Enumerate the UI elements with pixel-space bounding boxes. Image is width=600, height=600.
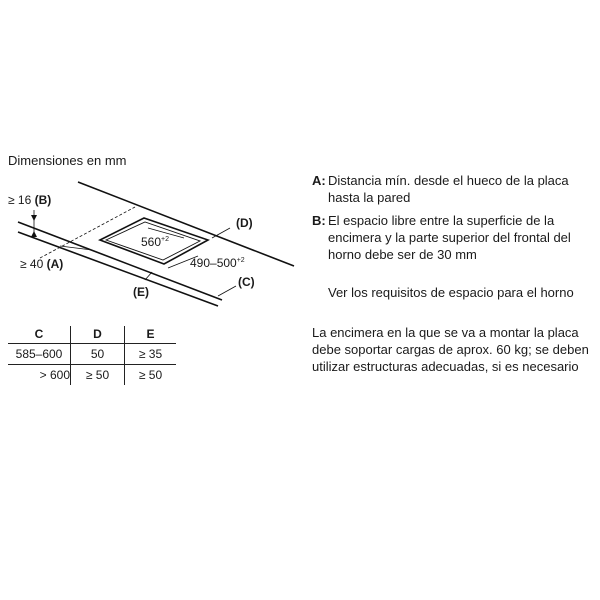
table-header-c: C [8,326,71,344]
b-arrow-icon [31,215,37,221]
label-d: (D) [236,216,253,230]
note-b-key: B: [312,213,326,228]
worktop-back-edge [78,182,294,266]
table-cell: 585–600 [8,344,71,365]
table-header-e: E [125,326,177,344]
e-leader-line [145,272,152,280]
note-a [312,172,590,206]
table-cell: > 600 [39,368,70,382]
note-load [312,324,590,375]
c-leader-line [218,286,236,296]
dimensions-table [8,326,176,385]
table-cell: ≥ 50 [125,365,177,386]
d-leader-line [212,228,230,238]
cutout-diagram [0,0,300,320]
table-cell: ≥ 35 [125,344,177,365]
note-oven-text: Ver los requisitos de espacio para el horno [328,285,574,300]
label-c: (C) [238,275,255,289]
note-oven [328,284,590,301]
table-row [8,344,176,365]
note-a-text: Distancia mín. desde el hueco de la placa hasta la pared [328,173,569,205]
table-cell: 50 [71,344,125,365]
table-header-row [8,326,176,344]
note-a-key: A: [312,173,326,188]
table-row [8,365,176,386]
diagram-title: Dimensiones en mm [8,153,127,168]
note-b-text: El espacio libre entre la superficie de la encimera y la parte superior del frontal del horno debe ser de 30 mm [328,213,571,262]
note-load-text: La encimera en la que se va a montar la placa debe soportar cargas de aprox. 60 kg; se deben utilizar estructuras adecuadas, si es necesario [312,325,589,374]
label-width: $560^{+2}$ [141,235,170,249]
note-b [312,212,590,263]
label-depth: $490-500^{+2}$ [190,256,245,270]
label-a: ≥ 40 (A) [20,257,64,271]
label-b-symbol: ≥ 16 (B) [8,193,52,207]
table-cell: ≥ 50 [71,365,125,386]
b-arrow-icon [31,231,37,237]
label-e: (E) [133,285,149,299]
wall-dashed-line [40,207,135,258]
table-header-d: D [71,326,125,344]
